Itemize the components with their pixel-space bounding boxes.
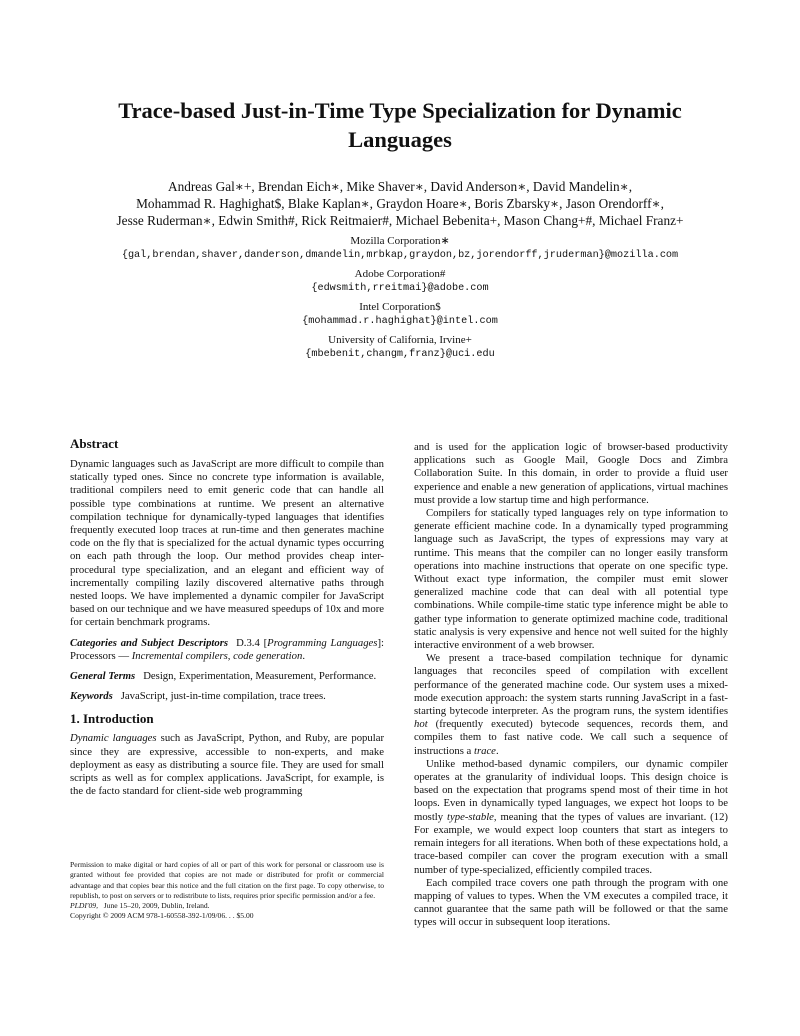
affiliation-adobe xyxy=(40,267,760,296)
left-column xyxy=(70,436,384,798)
intro-heading: 1. Introduction xyxy=(70,711,154,727)
paper-title xyxy=(60,96,740,154)
conference-info: PLDI'09, June 15–20, 2009, Dublin, Ireland. xyxy=(70,901,210,911)
right-paragraph-3: We present a trace-based compilation technique for dynamic languages that reconciles speed of compilation with excellent performance of the generated machine code. Our system uses a mixed-mode execution approach: the system starts running JavaScript in a fast-starting bytecode interpreter. As the program runs, the system identifies hot (frequently executed) bytecode sequences, records them, and compiles them to fast native code. We call such a sequence of instructions a trace. xyxy=(414,652,728,757)
affiliation-intel xyxy=(40,300,760,329)
abstract-heading: Abstract xyxy=(70,436,119,451)
affiliation-list xyxy=(40,234,760,366)
general-terms: General Terms Design, Experimentation, Measurement, Performance. xyxy=(70,670,377,683)
categories-label: Categories and Subject Descriptors xyxy=(70,636,229,649)
affiliation-email: {mbebenit,changm,franz}@uci.edu xyxy=(305,348,495,360)
general-terms-label: General Terms xyxy=(70,670,136,683)
affiliation-email: {mohammad.r.haghighat}@intel.com xyxy=(302,315,498,327)
intro-paragraph: Dynamic languages such as JavaScript, Python, and Ruby, are popular since they are expressive, accessible to non-experts, and make deployment as easy as distributing a source file. They are used for small scripts as well as for complex applications. JavaScript, for example, is the de facto standard for client-side web programming xyxy=(70,732,385,798)
affiliation-name: Adobe Corporation# xyxy=(354,268,446,280)
abstract-text: Dynamic languages such as JavaScript are more difficult to compile than statically typed ones. Since no concrete type information is available, traditional compilers need to emit generic code that can handle all possible type combinations at runtime. We present an alternative compilation technique for dynamically-typed languages that identifies frequently executed loop traces at run-time and then generates machine code on the fly that is specialized for the actual dynamic types occurring on each path through the loop. Our method provides cheap inter-procedural type specialization, and an elegant and efficient way of incrementally compiling lazily discovered alternative paths through nested loops. We have implemented a dynamic compiler for JavaScript based on our technique and we have measured speedups of 10x and more for certain benchmark programs. xyxy=(70,458,384,629)
right-paragraph-5: Each compiled trace covers one path through the program with one mapping of values to types. When the VM executes a compiled trace, it cannot guarantee that the same path will be followed or that the same types will occur in subsequent loop iterations. xyxy=(414,876,728,929)
title-line-1: Trace-based Just-in-Time Type Specialization for Dynamic xyxy=(118,98,682,123)
right-paragraph-2: Compilers for statically typed languages rely on type information to generate efficient machine code. In a dynamically typed programming language such as JavaScript, the types of expressions may vary at runtime. This means that the compiler can no longer easily transform operations into machine instructions that operate on one specific type. Without exact type information, the compiler must emit slower generalized machine code that can deal with all potential type combinations. While compile-time static type inference might be able to gather type information to generate optimized machine code, traditional static analysis is very expensive and hence not well suited for the highly interactive environment of a web browser. xyxy=(414,507,728,652)
author-line-2: Mohammad R. Haghighat$, Blake Kaplan∗, Graydon Hoare∗, Boris Zbarsky∗, Jason Orendorff∗, xyxy=(136,196,664,211)
copyright-footnote xyxy=(70,860,384,922)
affiliation-name: Mozilla Corporation∗ xyxy=(350,235,450,247)
keywords-label: Keywords xyxy=(70,690,113,703)
affiliation-email: {edwsmith,rreitmai}@adobe.com xyxy=(311,282,489,294)
right-paragraph-4: Unlike method-based dynamic compilers, our dynamic compiler operates at the granularity of individual loops. This design choice is based on the expectation that programs spend most of their time in hot loops. Even in dynamically typed languages, we expect hot loops to be mostly type-stable, meaning that the types of values are invariant. (12) For example, we would expect loop counters that start as integers to remain integers for all iterations. When both of these expectations hold, a trace-based compiler can cover the program execution with a small number of type-specialized, efficiently compiled traces. xyxy=(414,757,728,876)
affiliation-name: Intel Corporation$ xyxy=(359,301,441,313)
title-line-2: Languages xyxy=(348,127,452,152)
right-paragraph-1: and is used for the application logic of browser-based productivity applications such as Google Mail, Google Docs and Zimbra Collaboration Suite. In this domain, in order to provide a fluid user experience and enable a new generation of applications, virtual machines must provide a low startup time and high performance. xyxy=(414,441,728,506)
permission-notice: Permission to make digital or hard copies of all or part of this work for personal or classroom use is granted without fee provided that copies are not made or distributed for profit or commercial advantage and that copies bear this notice and the full citation on the first page. To copy otherwise, to republish, to post on servers or to redistribute to lists, requires prior specific permission and/or a fee. xyxy=(70,860,384,900)
author-line-3: Jesse Ruderman∗, Edwin Smith#, Rick Reitmaier#, Michael Bebenita+, Mason Chang+#, Michael Franz+ xyxy=(116,213,684,228)
author-line-1: Andreas Gal∗+, Brendan Eich∗, Mike Shaver∗, David Anderson∗, David Mandelin∗, xyxy=(167,179,633,194)
keywords: Keywords JavaScript, just-in-time compilation, trace trees. xyxy=(70,690,326,703)
affiliation-name: University of California, Irvine+ xyxy=(328,334,472,346)
categories-descriptors: Categories and Subject Descriptors D.3.4 [Programming Languages]: Processors — Incremental compilers, code generation. xyxy=(70,636,384,662)
right-column xyxy=(414,441,728,930)
copyright-line: Copyright © 2009 ACM 978-1-60558-392-1/09/06. . . $5.00 xyxy=(70,911,254,921)
affiliation-email: {gal,brendan,shaver,danderson,dmandelin,mrbkap,graydon,bz,jorendorff,jruderman}@mozilla.com xyxy=(121,249,679,261)
affiliation-uci xyxy=(40,333,760,362)
affiliation-mozilla xyxy=(40,234,760,263)
author-list xyxy=(40,178,760,229)
